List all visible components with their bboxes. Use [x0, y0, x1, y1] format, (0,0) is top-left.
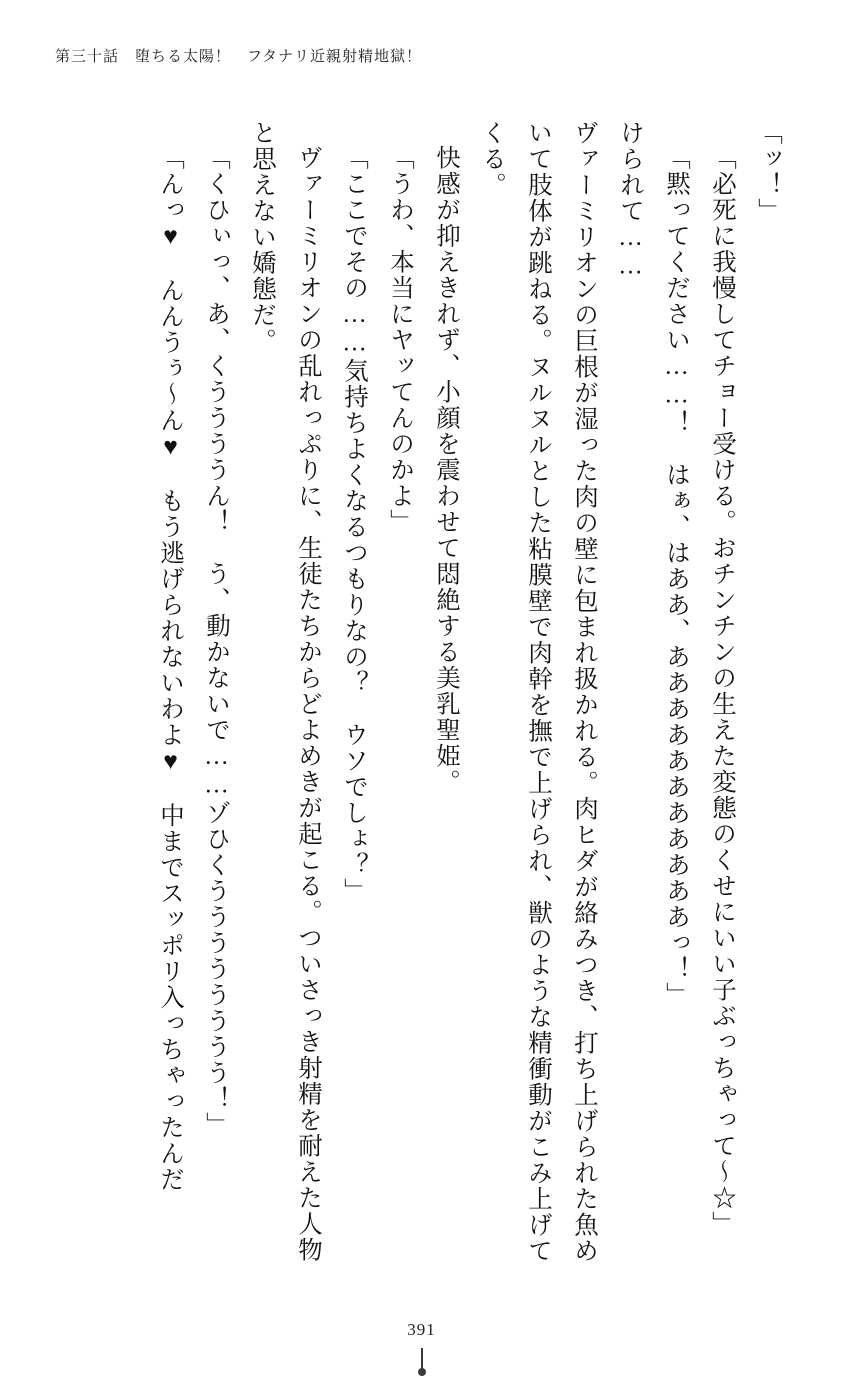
- paragraph: 「くひぃっ、あ、くううううん！ う、動かないで……ゾひくうううううううう！」: [203, 144, 230, 1138]
- paragraph: 「うわ、本当にヤッてんのかよ」: [387, 144, 414, 535]
- paragraph: 「ッ！」: [755, 120, 782, 224]
- folio-dot: [418, 1368, 426, 1376]
- paragraph: 「必死に我慢してチョー受ける。おチンチンの生えた変態のくせにいい子ぶっちゃって～☆」: [709, 144, 736, 1237]
- body-text-vertical: [51, 120, 791, 1270]
- paragraph: 「黙ってください……！ はぁ、はああ、あああああああああああっ！」: [663, 144, 690, 1008]
- paragraph: 快感が抑えきれず、小顔を震わせて悶絶する美乳聖姫。: [433, 144, 460, 795]
- paragraph: ヴァーミリオンの乱れっぷりに、生徒たちからどよめきが起こる。ついさっき射精を耐えた人物と思えない嬌態だ。: [249, 120, 322, 1263]
- folio-rule: [421, 1348, 423, 1370]
- page-number: 391: [407, 1320, 436, 1339]
- paragraph: 「んっ♥ んんうぅ～ん♥ もう逃げられないわよ♥ 中までスッポリ入っちゃったんだ: [157, 144, 184, 1192]
- paragraph: けられて……: [617, 120, 644, 281]
- paragraph: ヴァーミリオンの巨根が湿った肉の壁に包まれ扱かれる。肉ヒダが絡みつき、打ち上げられた魚めいて肢体が跳ねる。ヌルヌルとした粘膜壁で肉幹を撫で上げられ、獣のような精衝動がこみ上げてくる。: [479, 120, 598, 1264]
- running-head: 第三十話 堕ちる太陽！ フタナリ近親射精地獄！: [55, 49, 422, 65]
- paragraph: 「ここでその……気持ちよくなるつもりなの？ ウソでしょ？」: [341, 144, 368, 904]
